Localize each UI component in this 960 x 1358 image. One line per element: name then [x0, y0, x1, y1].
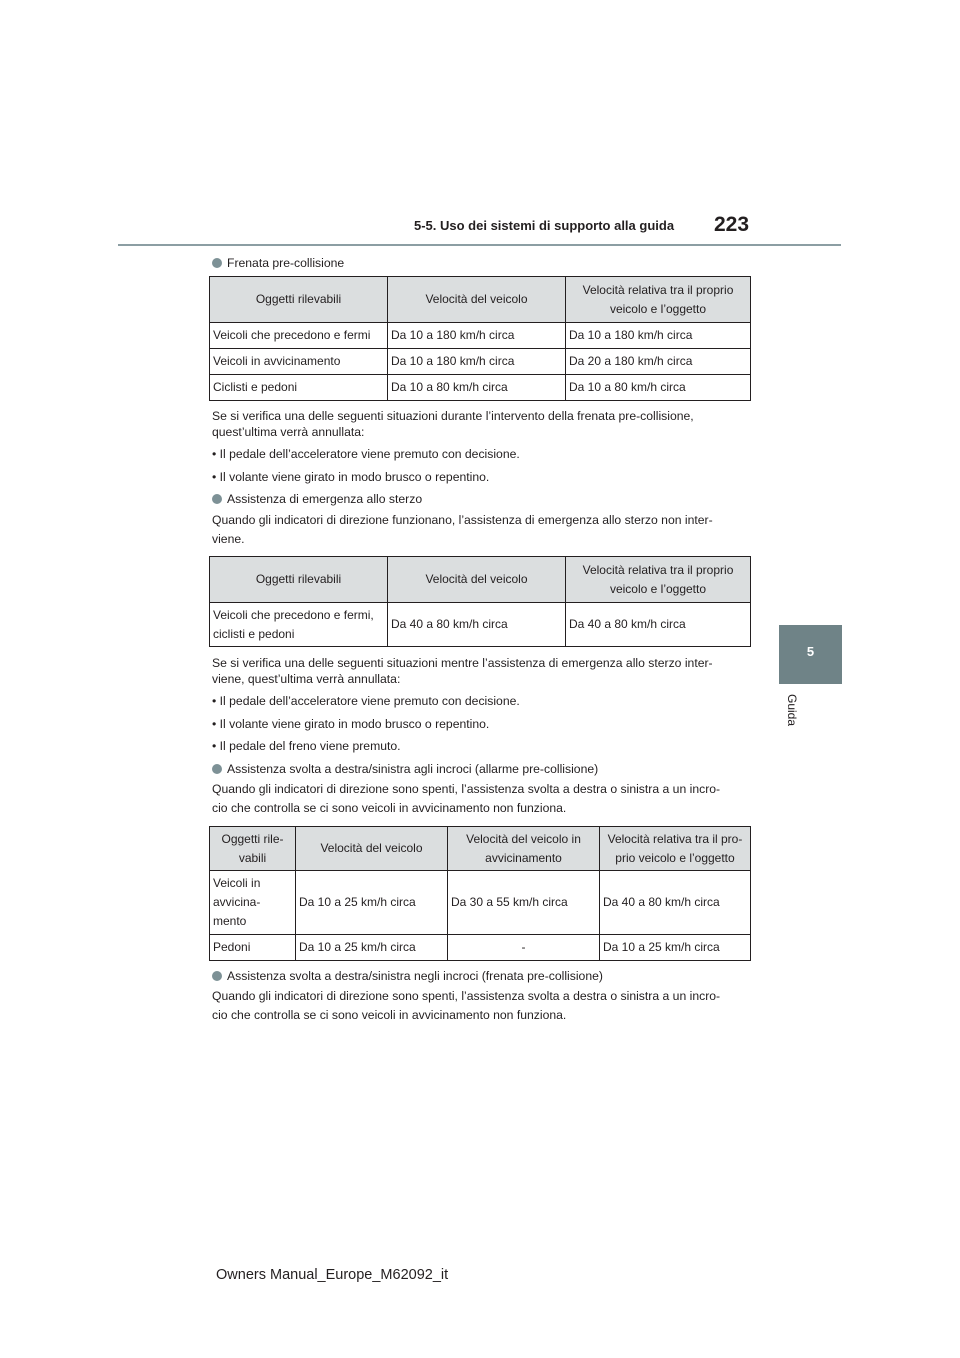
table-row: [210, 603, 751, 647]
bullet-dot-icon: [212, 971, 222, 981]
table-header: Velocità del veicolo: [296, 827, 448, 871]
body-text: cio che controlla se ci sono veicoli in avvicinamento non funziona.: [212, 801, 567, 815]
table-row: [210, 871, 751, 935]
body-text: cio che controlla se ci sono veicoli in avvicinamento non funziona.: [212, 1008, 567, 1022]
table-cell: Da 10 a 180 km/h circa: [388, 349, 566, 375]
list-item: • Il volante viene girato in modo brusco o repentino.: [212, 470, 490, 484]
table-row: [210, 349, 751, 375]
body-text: viene, quest’ultima verrà annullata:: [212, 672, 401, 686]
table-header: Oggetti rilevabili: [210, 277, 388, 323]
body-text: Se si verifica una delle seguenti situazioni mentre l’assistenza di emergenza allo sterzo inter-: [212, 656, 713, 670]
table-header: Velocità relativa tra il proprio veicolo e l’oggetto: [566, 557, 751, 603]
frenata-table: [209, 276, 751, 401]
body-text: Quando gli indicatori di direzione sono spenti, l’assistenza svolta a destra o sinistra a un incro-: [212, 989, 721, 1003]
list-item: • Il pedale dell’acceleratore viene premuto con decisione.: [212, 694, 520, 708]
table-cell: Da 10 a 25 km/h circa: [296, 871, 448, 935]
section-heading: Frenata pre-collisione: [212, 256, 344, 271]
table-cell: Da 10 a 180 km/h circa: [388, 323, 566, 349]
page-number: 223: [714, 213, 750, 236]
table-cell: Ciclisti e pedoni: [210, 375, 388, 401]
table-cell: Da 20 a 180 km/h circa: [566, 349, 751, 375]
table-cell: Da 10 a 80 km/h circa: [566, 375, 751, 401]
table-cell: Da 10 a 80 km/h circa: [388, 375, 566, 401]
body-text: viene.: [212, 532, 245, 546]
table-cell: Da 10 a 25 km/h circa: [600, 935, 751, 961]
section-heading: Assistenza svolta a destra/sinistra agli incroci (allarme pre-collisione): [212, 762, 598, 777]
body-text: Quando gli indicatori di direzione sono spenti, l’assistenza svolta a destra o sinistra a un incro-: [212, 782, 721, 796]
chapter-label: Guida: [785, 694, 799, 727]
sterzo-table: [209, 556, 751, 647]
table-header: Velocità relativa tra il pro-prio veicolo e l’oggetto: [600, 827, 751, 871]
table-cell: Veicoli che precedono e fermi, ciclisti e pedoni: [210, 603, 388, 647]
table-header: Oggetti rile-vabili: [210, 827, 296, 871]
table-row: [210, 935, 751, 961]
header-rule: [118, 244, 841, 246]
section-heading: Assistenza svolta a destra/sinistra negli incroci (frenata pre-collisione): [212, 969, 603, 984]
body-text: quest’ultima verrà annullata:: [212, 425, 365, 439]
table-cell: Veicoli che precedono e fermi: [210, 323, 388, 349]
bullet-dot-icon: [212, 764, 222, 774]
chapter-number: 5: [806, 644, 815, 659]
section-title: 5-5. Uso dei sistemi di supporto alla guida: [414, 218, 675, 233]
table-header: Oggetti rilevabili: [210, 557, 388, 603]
table-cell: Da 40 a 80 km/h circa: [388, 603, 566, 647]
bullet-dot-icon: [212, 494, 222, 504]
table-cell: Pedoni: [210, 935, 296, 961]
table-cell: Da 10 a 25 km/h circa: [296, 935, 448, 961]
table-header: Velocità del veicolo: [388, 277, 566, 323]
list-item: • Il pedale del freno viene premuto.: [212, 739, 401, 753]
table-cell: Da 30 a 55 km/h circa: [448, 871, 600, 935]
table-cell: Veicoli in avvicinamento: [210, 349, 388, 375]
svolta-allarme-table: [209, 826, 751, 961]
body-text: Se si verifica una delle seguenti situazioni durante l’intervento della frenata pre-collisione,: [212, 409, 694, 423]
table-row: [210, 323, 751, 349]
table-header: Velocità relativa tra il proprio veicolo e l’oggetto: [566, 277, 751, 323]
table-cell: Da 10 a 180 km/h circa: [566, 323, 751, 349]
body-text: Quando gli indicatori di direzione funzionano, l’assistenza di emergenza allo sterzo non inter-: [212, 513, 713, 527]
list-item: • Il pedale dell’acceleratore viene premuto con decisione.: [212, 447, 520, 461]
bullet-dot-icon: [212, 258, 222, 268]
list-item: • Il volante viene girato in modo brusco o repentino.: [212, 717, 490, 731]
table-cell: -: [448, 935, 600, 961]
table-row: [210, 375, 751, 401]
table-header: Velocità del veicolo in avvicinamento: [448, 827, 600, 871]
section-heading: Assistenza di emergenza allo sterzo: [212, 492, 422, 507]
table-header: Velocità del veicolo: [388, 557, 566, 603]
table-cell: Da 40 a 80 km/h circa: [600, 871, 751, 935]
footer-text: Owners Manual_Europe_M62092_it: [216, 1267, 449, 1283]
table-cell: Da 40 a 80 km/h circa: [566, 603, 751, 647]
table-cell: Veicoli in avvicina-mento: [210, 871, 296, 935]
